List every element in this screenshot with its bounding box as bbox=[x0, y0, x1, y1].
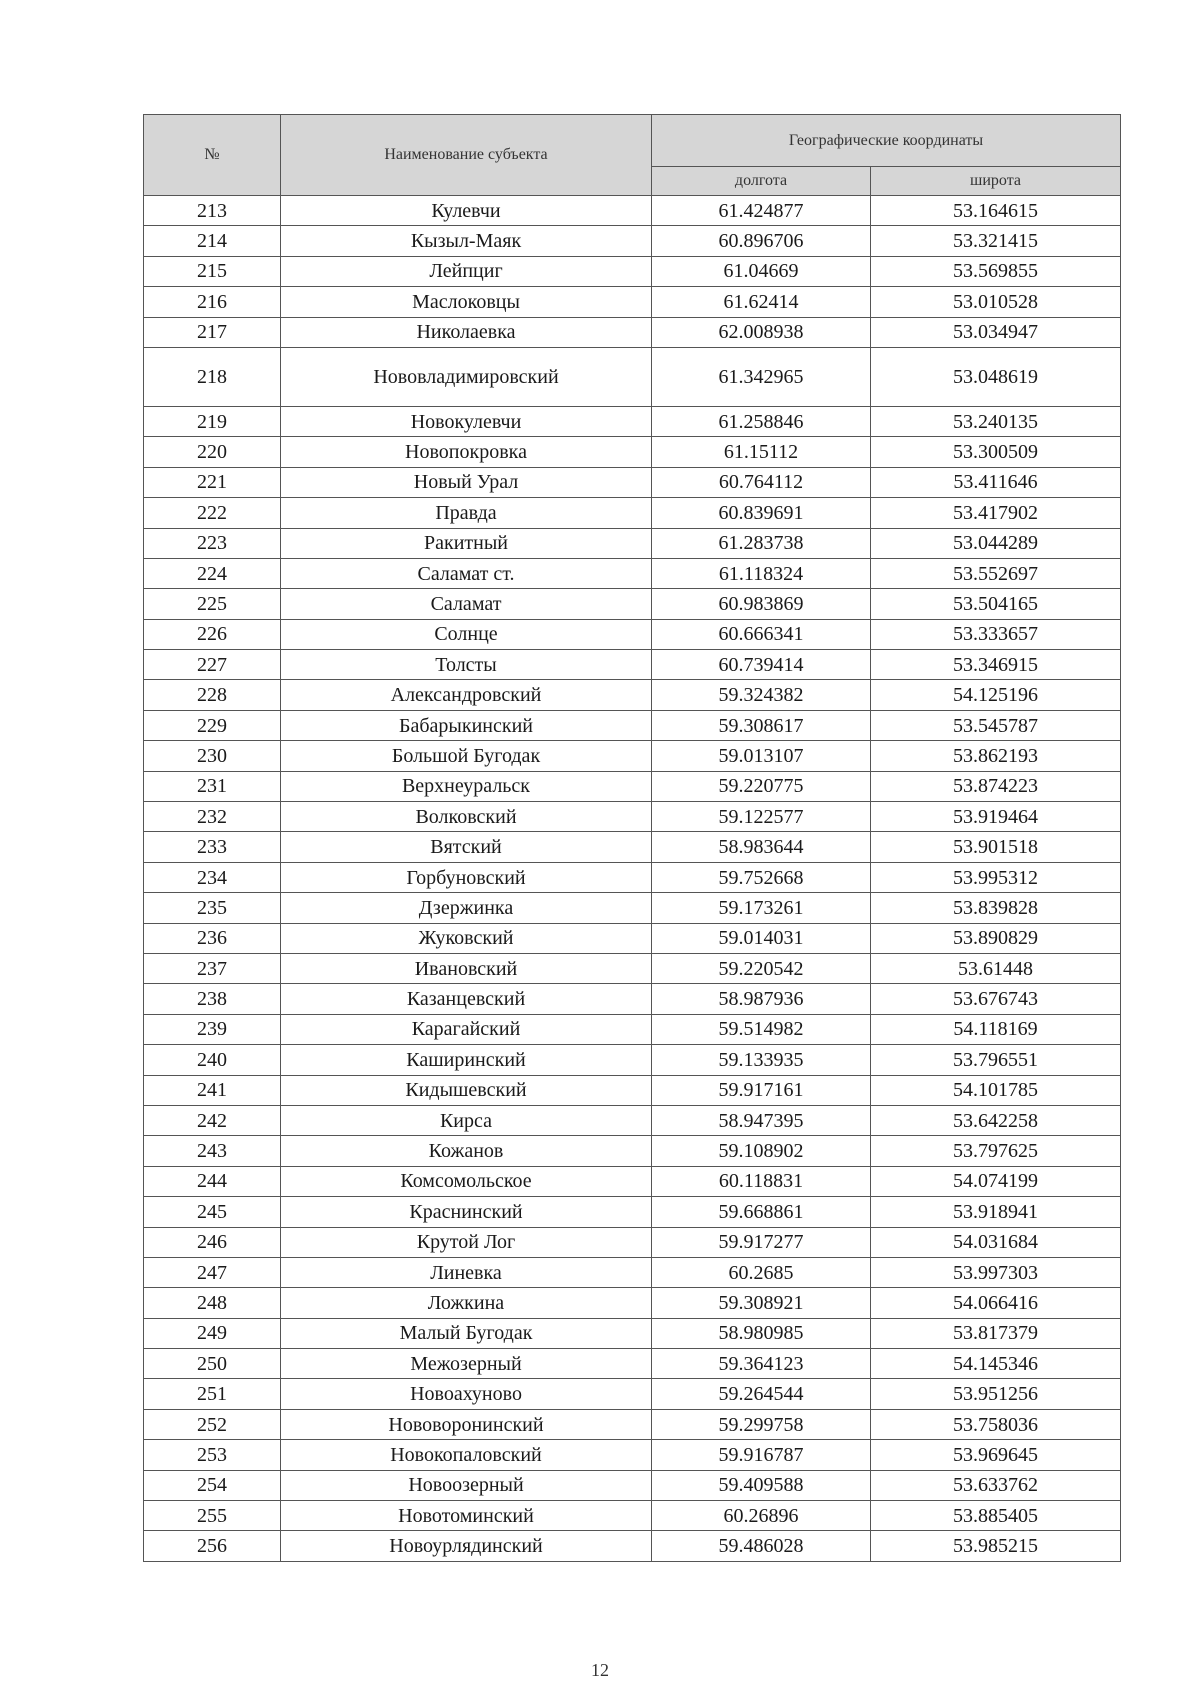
table-row bbox=[144, 832, 1121, 862]
cell-number: 220 bbox=[144, 437, 281, 467]
cell-number: 256 bbox=[144, 1531, 281, 1561]
cell-subject-name: Николаевка bbox=[281, 317, 652, 347]
cell-longitude: 59.514982 bbox=[652, 1014, 871, 1044]
cell-longitude: 59.264544 bbox=[652, 1379, 871, 1409]
cell-subject-name: Толсты bbox=[281, 650, 652, 680]
table-row bbox=[144, 741, 1121, 771]
table-row bbox=[144, 1349, 1121, 1379]
table-row bbox=[144, 1045, 1121, 1075]
cell-latitude: 53.797625 bbox=[871, 1136, 1121, 1166]
cell-latitude: 53.676743 bbox=[871, 984, 1121, 1014]
cell-subject-name: Саламат ст. bbox=[281, 558, 652, 588]
table-row bbox=[144, 953, 1121, 983]
table-body bbox=[144, 196, 1121, 1562]
cell-latitude: 53.321415 bbox=[871, 226, 1121, 256]
cell-number: 241 bbox=[144, 1075, 281, 1105]
cell-number: 222 bbox=[144, 498, 281, 528]
cell-subject-name: Ивановский bbox=[281, 953, 652, 983]
table-row bbox=[144, 1014, 1121, 1044]
page-number: 12 bbox=[591, 1660, 609, 1680]
cell-longitude: 60.983869 bbox=[652, 589, 871, 619]
table-row bbox=[144, 1501, 1121, 1531]
header-longitude: долгота bbox=[652, 167, 871, 196]
cell-subject-name: Дзержинка bbox=[281, 893, 652, 923]
cell-subject-name: Вятский bbox=[281, 832, 652, 862]
cell-number: 219 bbox=[144, 406, 281, 436]
cell-latitude: 53.862193 bbox=[871, 741, 1121, 771]
cell-latitude: 54.101785 bbox=[871, 1075, 1121, 1105]
cell-longitude: 60.896706 bbox=[652, 226, 871, 256]
cell-longitude: 60.764112 bbox=[652, 467, 871, 497]
table-row bbox=[144, 1470, 1121, 1500]
cell-latitude: 53.240135 bbox=[871, 406, 1121, 436]
cell-longitude: 58.983644 bbox=[652, 832, 871, 862]
table-row bbox=[144, 196, 1121, 226]
cell-latitude: 54.074199 bbox=[871, 1166, 1121, 1196]
cell-longitude: 59.308617 bbox=[652, 710, 871, 740]
table-row bbox=[144, 226, 1121, 256]
cell-longitude: 59.409588 bbox=[652, 1470, 871, 1500]
cell-number: 227 bbox=[144, 650, 281, 680]
header-latitude: широта bbox=[871, 167, 1121, 196]
cell-number: 232 bbox=[144, 802, 281, 832]
cell-subject-name: Новый Урал bbox=[281, 467, 652, 497]
table-row bbox=[144, 1257, 1121, 1287]
cell-number: 248 bbox=[144, 1288, 281, 1318]
cell-subject-name: Кызыл-Маяк bbox=[281, 226, 652, 256]
cell-number: 216 bbox=[144, 287, 281, 317]
table-row bbox=[144, 1379, 1121, 1409]
cell-latitude: 53.817379 bbox=[871, 1318, 1121, 1348]
cell-latitude: 53.642258 bbox=[871, 1105, 1121, 1135]
cell-subject-name: Волковский bbox=[281, 802, 652, 832]
cell-number: 234 bbox=[144, 862, 281, 892]
cell-subject-name: Ложкина bbox=[281, 1288, 652, 1318]
table-row bbox=[144, 317, 1121, 347]
cell-subject-name: Новопокровка bbox=[281, 437, 652, 467]
cell-number: 226 bbox=[144, 619, 281, 649]
cell-latitude: 53.048619 bbox=[871, 347, 1121, 406]
cell-number: 253 bbox=[144, 1440, 281, 1470]
table-row bbox=[144, 771, 1121, 801]
cell-subject-name: Каширинский bbox=[281, 1045, 652, 1075]
cell-number: 213 bbox=[144, 196, 281, 226]
cell-subject-name: Карагайский bbox=[281, 1014, 652, 1044]
cell-number: 221 bbox=[144, 467, 281, 497]
table-row bbox=[144, 558, 1121, 588]
cell-latitude: 53.874223 bbox=[871, 771, 1121, 801]
table-row bbox=[144, 650, 1121, 680]
table-row bbox=[144, 923, 1121, 953]
cell-subject-name: Новокопаловский bbox=[281, 1440, 652, 1470]
cell-number: 244 bbox=[144, 1166, 281, 1196]
table-row bbox=[144, 528, 1121, 558]
header-geographic-coordinates: Географические координаты bbox=[652, 115, 1121, 167]
cell-longitude: 61.118324 bbox=[652, 558, 871, 588]
cell-latitude: 53.839828 bbox=[871, 893, 1121, 923]
cell-longitude: 61.283738 bbox=[652, 528, 871, 558]
cell-latitude: 53.633762 bbox=[871, 1470, 1121, 1500]
cell-subject-name: Кидышевский bbox=[281, 1075, 652, 1105]
cell-latitude: 53.997303 bbox=[871, 1257, 1121, 1287]
cell-subject-name: Большой Бугодак bbox=[281, 741, 652, 771]
cell-latitude: 53.411646 bbox=[871, 467, 1121, 497]
cell-number: 233 bbox=[144, 832, 281, 862]
cell-latitude: 53.346915 bbox=[871, 650, 1121, 680]
cell-subject-name: Саламат bbox=[281, 589, 652, 619]
cell-longitude: 59.324382 bbox=[652, 680, 871, 710]
cell-longitude: 60.2685 bbox=[652, 1257, 871, 1287]
cell-longitude: 60.739414 bbox=[652, 650, 871, 680]
cell-longitude: 58.947395 bbox=[652, 1105, 871, 1135]
table-row bbox=[144, 347, 1121, 406]
cell-longitude: 58.980985 bbox=[652, 1318, 871, 1348]
table-row bbox=[144, 589, 1121, 619]
table-row bbox=[144, 710, 1121, 740]
table-row bbox=[144, 1318, 1121, 1348]
cell-subject-name: Нововладимировский bbox=[281, 347, 652, 406]
cell-number: 240 bbox=[144, 1045, 281, 1075]
cell-subject-name: Комсомольское bbox=[281, 1166, 652, 1196]
cell-latitude: 53.504165 bbox=[871, 589, 1121, 619]
cell-subject-name: Казанцевский bbox=[281, 984, 652, 1014]
cell-latitude: 53.417902 bbox=[871, 498, 1121, 528]
cell-subject-name: Новоозерный bbox=[281, 1470, 652, 1500]
cell-latitude: 53.300509 bbox=[871, 437, 1121, 467]
table-row bbox=[144, 619, 1121, 649]
cell-longitude: 59.014031 bbox=[652, 923, 871, 953]
cell-latitude: 53.545787 bbox=[871, 710, 1121, 740]
cell-subject-name: Новоурлядинский bbox=[281, 1531, 652, 1561]
cell-subject-name: Лейпциг bbox=[281, 256, 652, 286]
cell-longitude: 61.424877 bbox=[652, 196, 871, 226]
table-row bbox=[144, 1288, 1121, 1318]
cell-subject-name: Новокулевчи bbox=[281, 406, 652, 436]
cell-longitude: 59.917161 bbox=[652, 1075, 871, 1105]
cell-longitude: 59.916787 bbox=[652, 1440, 871, 1470]
header-subject-name: Наименование субъекта bbox=[281, 115, 652, 196]
cell-longitude: 60.118831 bbox=[652, 1166, 871, 1196]
cell-number: 224 bbox=[144, 558, 281, 588]
cell-subject-name: Новоахуново bbox=[281, 1379, 652, 1409]
cell-number: 255 bbox=[144, 1501, 281, 1531]
cell-latitude: 53.010528 bbox=[871, 287, 1121, 317]
cell-number: 235 bbox=[144, 893, 281, 923]
cell-subject-name: Солнце bbox=[281, 619, 652, 649]
table-row bbox=[144, 1197, 1121, 1227]
cell-longitude: 59.668861 bbox=[652, 1197, 871, 1227]
cell-number: 223 bbox=[144, 528, 281, 558]
cell-subject-name: Линевка bbox=[281, 1257, 652, 1287]
cell-number: 225 bbox=[144, 589, 281, 619]
cell-number: 231 bbox=[144, 771, 281, 801]
table-row bbox=[144, 406, 1121, 436]
cell-number: 242 bbox=[144, 1105, 281, 1135]
table-row bbox=[144, 1166, 1121, 1196]
table-row bbox=[144, 862, 1121, 892]
table-row bbox=[144, 256, 1121, 286]
cell-subject-name: Верхнеуральск bbox=[281, 771, 652, 801]
cell-subject-name: Правда bbox=[281, 498, 652, 528]
cell-latitude: 53.034947 bbox=[871, 317, 1121, 347]
cell-subject-name: Кулевчи bbox=[281, 196, 652, 226]
cell-longitude: 59.173261 bbox=[652, 893, 871, 923]
table-row bbox=[144, 498, 1121, 528]
cell-latitude: 53.890829 bbox=[871, 923, 1121, 953]
table-row bbox=[144, 893, 1121, 923]
cell-number: 230 bbox=[144, 741, 281, 771]
cell-subject-name: Жуковский bbox=[281, 923, 652, 953]
cell-latitude: 53.901518 bbox=[871, 832, 1121, 862]
cell-subject-name: Краснинский bbox=[281, 1197, 652, 1227]
cell-subject-name: Нововоронинский bbox=[281, 1409, 652, 1439]
cell-longitude: 61.15112 bbox=[652, 437, 871, 467]
cell-latitude: 53.919464 bbox=[871, 802, 1121, 832]
cell-longitude: 59.364123 bbox=[652, 1349, 871, 1379]
cell-longitude: 59.752668 bbox=[652, 862, 871, 892]
cell-latitude: 54.031684 bbox=[871, 1227, 1121, 1257]
table-header bbox=[144, 115, 1121, 196]
table-row bbox=[144, 984, 1121, 1014]
cell-latitude: 53.985215 bbox=[871, 1531, 1121, 1561]
table-row bbox=[144, 467, 1121, 497]
table-row bbox=[144, 1409, 1121, 1439]
cell-longitude: 60.839691 bbox=[652, 498, 871, 528]
cell-number: 239 bbox=[144, 1014, 281, 1044]
cell-latitude: 53.333657 bbox=[871, 619, 1121, 649]
cell-longitude: 61.04669 bbox=[652, 256, 871, 286]
header-number: № bbox=[144, 115, 281, 196]
table-row bbox=[144, 1105, 1121, 1135]
cell-latitude: 53.969645 bbox=[871, 1440, 1121, 1470]
cell-latitude: 54.118169 bbox=[871, 1014, 1121, 1044]
cell-longitude: 59.220775 bbox=[652, 771, 871, 801]
cell-number: 237 bbox=[144, 953, 281, 983]
table-row bbox=[144, 1227, 1121, 1257]
cell-longitude: 58.987936 bbox=[652, 984, 871, 1014]
cell-latitude: 53.569855 bbox=[871, 256, 1121, 286]
cell-subject-name: Горбуновский bbox=[281, 862, 652, 892]
table-row bbox=[144, 437, 1121, 467]
cell-latitude: 53.164615 bbox=[871, 196, 1121, 226]
cell-subject-name: Крутой Лог bbox=[281, 1227, 652, 1257]
cell-number: 243 bbox=[144, 1136, 281, 1166]
cell-latitude: 53.951256 bbox=[871, 1379, 1121, 1409]
cell-longitude: 59.917277 bbox=[652, 1227, 871, 1257]
table-row bbox=[144, 1136, 1121, 1166]
cell-latitude: 54.066416 bbox=[871, 1288, 1121, 1318]
cell-number: 218 bbox=[144, 347, 281, 406]
cell-subject-name: Маслоковцы bbox=[281, 287, 652, 317]
cell-latitude: 53.044289 bbox=[871, 528, 1121, 558]
cell-number: 228 bbox=[144, 680, 281, 710]
cell-longitude: 60.666341 bbox=[652, 619, 871, 649]
cell-subject-name: Кожанов bbox=[281, 1136, 652, 1166]
cell-latitude: 53.995312 bbox=[871, 862, 1121, 892]
table-row bbox=[144, 1440, 1121, 1470]
table-row bbox=[144, 802, 1121, 832]
cell-number: 217 bbox=[144, 317, 281, 347]
cell-number: 254 bbox=[144, 1470, 281, 1500]
cell-longitude: 59.013107 bbox=[652, 741, 871, 771]
cell-subject-name: Новотоминский bbox=[281, 1501, 652, 1531]
cell-number: 215 bbox=[144, 256, 281, 286]
cell-number: 250 bbox=[144, 1349, 281, 1379]
cell-number: 236 bbox=[144, 923, 281, 953]
cell-latitude: 53.918941 bbox=[871, 1197, 1121, 1227]
cell-latitude: 53.552697 bbox=[871, 558, 1121, 588]
cell-number: 214 bbox=[144, 226, 281, 256]
cell-number: 252 bbox=[144, 1409, 281, 1439]
cell-subject-name: Александровский bbox=[281, 680, 652, 710]
cell-longitude: 59.108902 bbox=[652, 1136, 871, 1166]
cell-longitude: 59.122577 bbox=[652, 802, 871, 832]
cell-longitude: 61.342965 bbox=[652, 347, 871, 406]
cell-subject-name: Межозерный bbox=[281, 1349, 652, 1379]
cell-number: 251 bbox=[144, 1379, 281, 1409]
coordinates-table bbox=[143, 114, 1121, 1562]
table-row bbox=[144, 680, 1121, 710]
cell-subject-name: Бабарыкинский bbox=[281, 710, 652, 740]
cell-latitude: 53.796551 bbox=[871, 1045, 1121, 1075]
cell-subject-name: Кирса bbox=[281, 1105, 652, 1135]
cell-number: 245 bbox=[144, 1197, 281, 1227]
cell-longitude: 59.220542 bbox=[652, 953, 871, 983]
cell-latitude: 53.758036 bbox=[871, 1409, 1121, 1439]
cell-longitude: 61.258846 bbox=[652, 406, 871, 436]
cell-latitude: 54.125196 bbox=[871, 680, 1121, 710]
cell-longitude: 61.62414 bbox=[652, 287, 871, 317]
cell-latitude: 53.61448 bbox=[871, 953, 1121, 983]
cell-number: 249 bbox=[144, 1318, 281, 1348]
cell-number: 247 bbox=[144, 1257, 281, 1287]
cell-latitude: 54.145346 bbox=[871, 1349, 1121, 1379]
cell-longitude: 59.133935 bbox=[652, 1045, 871, 1075]
cell-subject-name: Ракитный bbox=[281, 528, 652, 558]
table-row bbox=[144, 1075, 1121, 1105]
cell-longitude: 60.26896 bbox=[652, 1501, 871, 1531]
cell-longitude: 59.308921 bbox=[652, 1288, 871, 1318]
cell-longitude: 59.299758 bbox=[652, 1409, 871, 1439]
cell-number: 246 bbox=[144, 1227, 281, 1257]
cell-number: 238 bbox=[144, 984, 281, 1014]
cell-longitude: 62.008938 bbox=[652, 317, 871, 347]
cell-number: 229 bbox=[144, 710, 281, 740]
cell-latitude: 53.885405 bbox=[871, 1501, 1121, 1531]
cell-longitude: 59.486028 bbox=[652, 1531, 871, 1561]
table-row bbox=[144, 1531, 1121, 1561]
table-row bbox=[144, 287, 1121, 317]
cell-subject-name: Малый Бугодак bbox=[281, 1318, 652, 1348]
